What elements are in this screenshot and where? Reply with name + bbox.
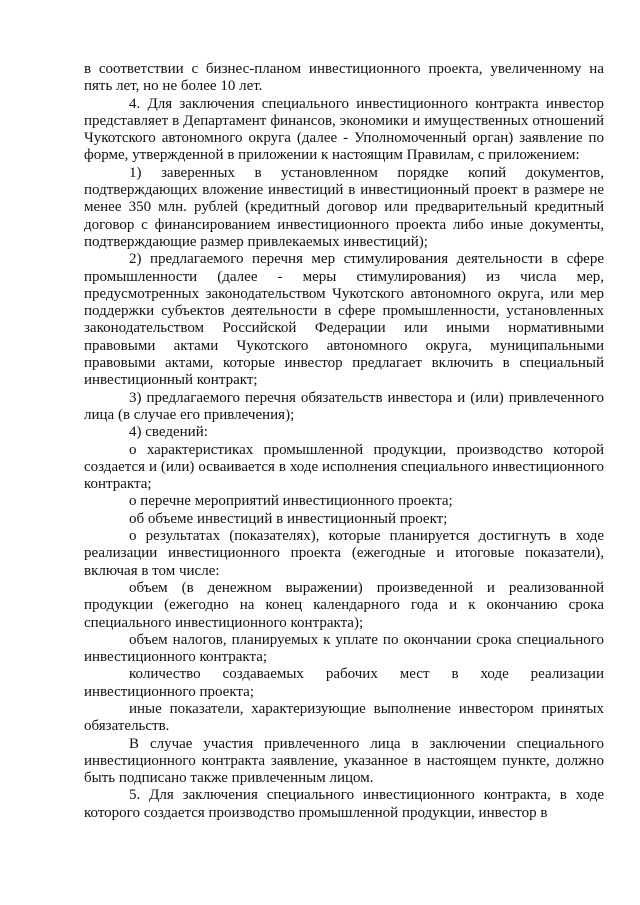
paragraph-project-activities: о перечне мероприятий инвестиционного проекта; <box>129 493 453 510</box>
paragraph-jobs-count: количество создаваемых рабочих мест в ходе реализации инвестиционного проекта; <box>84 666 604 700</box>
document-page <box>84 61 604 822</box>
paragraph-investment-volume: об объеме инвестиций в инвестиционный проект; <box>129 510 448 527</box>
paragraph-production-volume: объем (в денежном выражении) произведенной и реализованной продукции (ежегодно на конец календарного года и к окончанию срока специального инвестиционного контракта); <box>84 579 604 631</box>
paragraph-subitem-4: 4) сведений: <box>129 424 208 441</box>
paragraph-item-4: 4. Для заключения специального инвестиционного контракта инвестор представляет в Департамент финансов, экономики и имущественных отношений Чукотского автономного округа (далее - Уполномоченный орган) заявление по форме, утвержденной в приложении к настоящим Правилам, с приложением: <box>84 95 604 164</box>
paragraph-subitem-1: 1) заверенных в установленном порядке копий документов, подтверждающих вложение инвестиций в инвестиционный проект в размере не менее 350 млн. рублей (кредитный договор или предварительный кредитный договор с финансированием инвестиционного проекта либо иные документы, подтверждающие размер привлекаемых инвестиций); <box>84 164 604 250</box>
paragraph-taxes-volume: объем налогов, планируемых к уплате по окончании срока специального инвестиционного контракта; <box>84 631 604 666</box>
paragraph-item-5: 5. Для заключения специального инвестиционного контракта, в ходе которого создается производство промышленной продукции, инвестор в <box>84 787 604 821</box>
paragraph-product-characteristics: о характеристиках промышленной продукции, производство которой создается и (или) осваивается в ходе исполнения специального инвестиционного контракта; <box>84 441 604 493</box>
paragraph-results-indicators: о результатах (показателях), которые планируется достигнуть в ходе реализации инвестиционного проекта (ежегодные и итоговые показатели), включая в том числе: <box>84 528 604 579</box>
paragraph-attracted-person: В случае участия привлеченного лица в заключении специального инвестиционного контракта заявление, указанное в настоящем пункте, должно быть подписано также привлеченным лицом. <box>84 735 604 787</box>
paragraph-continuation: в соответствии с бизнес-планом инвестиционного проекта, увеличенному на пять лет, но не более 10 лет. <box>84 61 604 95</box>
paragraph-other-indicators: иные показатели, характеризующие выполнение инвестором принятых обязательств. <box>84 700 604 735</box>
paragraph-subitem-3: 3) предлагаемого перечня обязательств инвестора и (или) привлеченного лица (в случае его привлечения); <box>84 389 604 423</box>
paragraph-subitem-2: 2) предлагаемого перечня мер стимулирования деятельности в сфере промышленности (далее - меры стимулирования) из числа мер, предусмотренных законодательством Чукотского автономного округа, или мер поддержки субъектов деятельности в сфере промышленности, установленных законодательством Российской Федерации или иными нормативными правовыми актами Чукотского автономного округа, муниципальными правовыми актами, которые инвестор предлагает включить в специальный инвестиционный контракт; <box>84 251 604 389</box>
